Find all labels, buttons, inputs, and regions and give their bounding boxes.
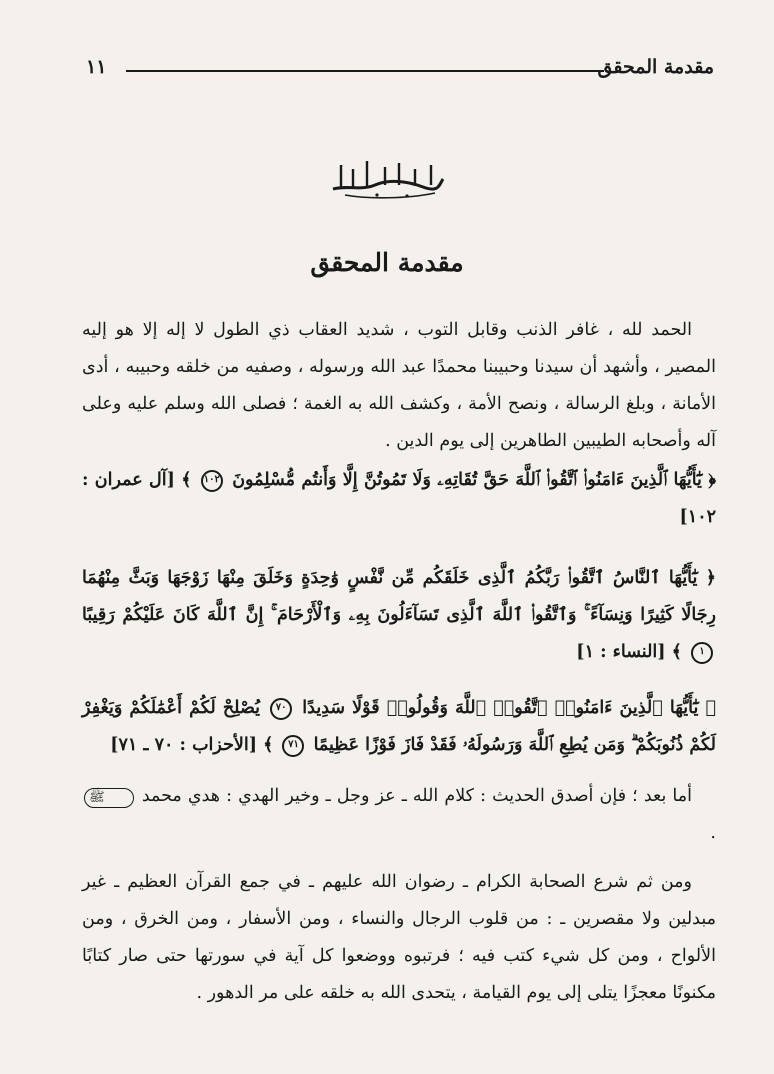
verse-text: ﴿ يَٰٓأَيُّهَا ٱلَّذِينَ ءَامَنُوا۟ ٱتَّقُوا۟ ٱللَّهَ حَقَّ تُقَاتِهِۦ وَلَا تَمُوتُنَّ إِلَّا وَأَنتُم مُّسْلِمُونَ (232, 470, 717, 490)
verse-text: ﴿ يَٰٓأَيُّهَا ٱلنَّاسُ ٱتَّقُوا۟ رَبَّكُمُ ٱلَّذِى خَلَقَكُم مِّن نَّفْسٍ وَٰحِدَةٍ وَخَلَقَ مِنْهَا زَوْجَهَا وَبَثَّ مِنْهُمَا رِجَالًا كَثِيرًا وَنِسَآءً ۚ وَٱتَّقُوا۟ ٱللَّهَ ٱلَّذِى تَسَآءَلُونَ بِهِۦ وَٱلْأَرْحَامَ ۚ إِنَّ ٱللَّهَ كَانَ عَلَيْكُمْ رَقِيبًا (82, 568, 716, 625)
main-title: مقدمة المحقق (310, 248, 464, 277)
hadith-paragraph (82, 778, 716, 852)
intro-paragraph: الحمد لله ، غافر الذنب وقابل التوب ، شديد العقاب ذي الطول لا إله إلا هو إليه المصير ، وأشهد أن سيدنا وحبيبنا محمدًا عبد الله ورسوله ، وصفيه من خلقه وحبيبه ، أدى الأمانة ، وبلغ الرسالة ، ونصح الأمة ، وكشف الله به الغمة ؛ فصلى الله وسلم عليه وعلى آله وأصحابه الطيبين الطاهرين إلى يوم الدين . (82, 320, 716, 451)
verse-number-icon: ١٠٢ (201, 470, 223, 492)
verse-reference: ﴾ [آل عمران : ١٠٢] (82, 470, 716, 527)
verse-number-icon: ١ (691, 642, 713, 664)
verse-reference: ﴾ [الأحزاب : ٧٠ ـ ٧١] (110, 735, 274, 755)
paragraph-text: أما بعد ؛ فإن أصدق الحديث : كلام الله ـ عز وجل ـ وخير الهدي : هدي محمد (141, 786, 692, 806)
verse-al-imran (82, 462, 716, 536)
page-number: ١١ (86, 56, 107, 78)
verse-an-nisa (82, 560, 716, 671)
header-rule (126, 70, 604, 72)
verse-number-icon: ٧٠ (270, 698, 292, 720)
running-header (86, 56, 714, 86)
verse-text: يُصْلِحْ لَكُمْ أَعْمَٰلَكُمْ وَيَغْفِرْ لَكُمْ ذُنُوبَكُمْ ۗ وَمَن يُطِعِ ٱللَّهَ وَرَسُولَهُۥ فَقَدْ فَازَ فَوْزًا عَظِيمًا (82, 698, 716, 755)
verse-reference: ﴾ [النساء : ١] (576, 642, 682, 662)
verse-al-ahzab (82, 690, 716, 764)
paragraph-end: . (710, 823, 716, 843)
basmala-calligraphy-icon (327, 155, 447, 199)
verse-text: ﴿ يَٰٓأَيُّهَا ٱلَّذِينَ ءَامَنُوا۟ ٱتَّقُوا۟ ٱللَّهَ وَقُولُوا۟ قَوْلًا سَدِيدًا (302, 698, 717, 718)
compilation-paragraph: ومن ثم شرع الصحابة الكرام ـ رضوان الله عليهم ـ في جمع القرآن العظيم ـ غير مبدلين ولا مقصرين ـ : من قلوب الرجال والنساء ، ومن الأسفار ، ومن الخرق ، ومن الألواح ، ومن كل شيء كتب فيه ؛ فرتبوه ووضعوا كل آية في سورتها حتى صار كتابًا مكنونًا معجزًا يتلى إلى يوم القيامة ، يتحدى الله به خلقه على مر الدهور . (82, 872, 716, 1003)
salutation-icon: ﷺ (84, 788, 134, 808)
verse-number-icon: ٧١ (282, 735, 304, 757)
header-title: مقدمة المحقق (597, 56, 714, 78)
basmala-calligraphy (0, 155, 774, 203)
